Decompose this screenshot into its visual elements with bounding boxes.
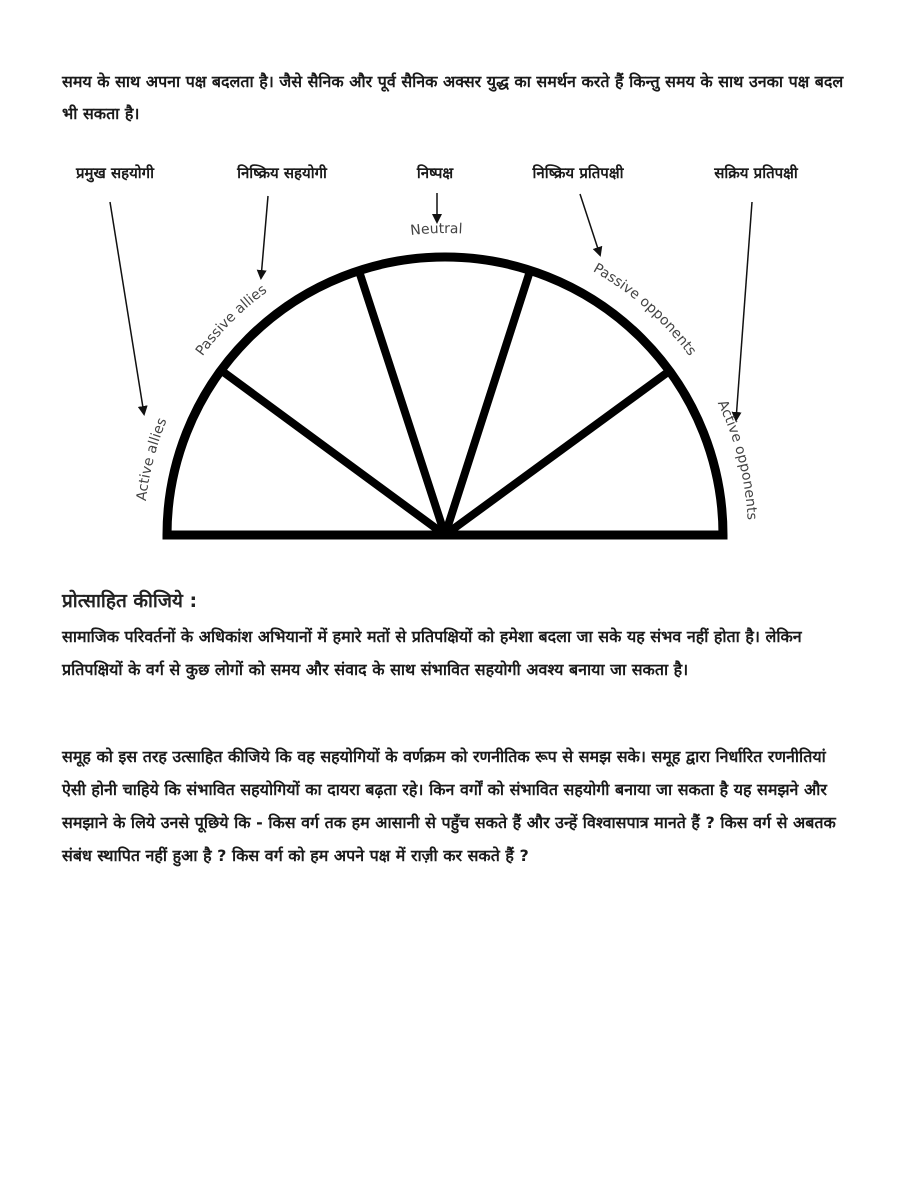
arrow-active-opponents	[736, 202, 752, 420]
hindi-label-active-allies: प्रमुख सहयोगी	[75, 164, 155, 182]
segment-label-neutral: Neutral	[409, 220, 463, 239]
hindi-label-neutral: निष्पक्ष	[416, 164, 454, 182]
segment-label-active-allies: Active allies	[133, 415, 171, 502]
spectrum-of-allies-diagram	[0, 140, 914, 550]
arrow-passive-opponents	[580, 194, 600, 255]
segment-label-passive-allies: Passive allies	[192, 281, 270, 359]
spoke-3	[445, 271, 530, 535]
segment-label-passive-opponents: Passive opponents	[590, 260, 700, 359]
arrow-active-allies	[110, 202, 144, 414]
paragraph-3	[62, 740, 852, 872]
section-heading: प्रोत्साहित कीजिये :	[62, 590, 198, 612]
hindi-label-passive-allies: निष्क्रिय सहयोगी	[237, 164, 327, 182]
intro-paragraph	[62, 66, 852, 130]
paragraph-2	[62, 620, 852, 686]
spoke-2	[358, 268, 445, 535]
paragraph-2-text: सामाजिक परिवर्तनों के अधिकांश अभियानों में हमारे मतों से प्रतिपक्षियों को हमेशा बदला जा सके यह संभव नहीं होता है। लेकिन प्रतिपक्षियों के वर्ग से कुछ लोगों को समय और संवाद के साथ संभावित सहयोगी अवश्य बनाया जा सकता है।	[62, 627, 802, 679]
intro-text: समय के साथ अपना पक्ष बदलता है। जैसे सैनिक और पूर्व सैनिक अक्सर युद्ध का समर्थन करते हैं किन्तु समय के साथ उनका पक्ष बदल भी सकता है।	[62, 72, 844, 123]
segment-label-active-opponents: Active opponents	[713, 397, 760, 521]
hindi-label-active-opponents: सक्रिय प्रतिपक्षी	[714, 164, 798, 182]
hindi-label-passive-opponents: निष्क्रिय प्रतिपक्षी	[532, 164, 624, 182]
arrow-passive-allies	[261, 196, 268, 278]
paragraph-3-text: समूह को इस तरह उत्साहित कीजिये कि वह सहयोगियों के वर्णक्रम को रणनीतिक रूप से समझ सके। समूह द्वारा निर्धारित रणनीतियां ऐसी होनी चाहिये कि संभावित सहयोगियों का दायरा बढ़ता रहे। किन वर्गों को संभावित सहयोगी बनाया जा सकता है यह समझने और समझाने के लिये उनसे पूछिये कि - किस वर्ग तक हम आसानी से पहुँच सकते हैं और उन्हें विश्वासपात्र मानते हैं ? किस वर्ग से अबतक संबंध स्थापित नहीं हुआ है ? किस वर्ग को हम अपने पक्ष में राज़ी कर सकते हैं ?	[62, 747, 836, 865]
spoke-4	[445, 372, 668, 535]
spoke-1	[222, 371, 445, 535]
